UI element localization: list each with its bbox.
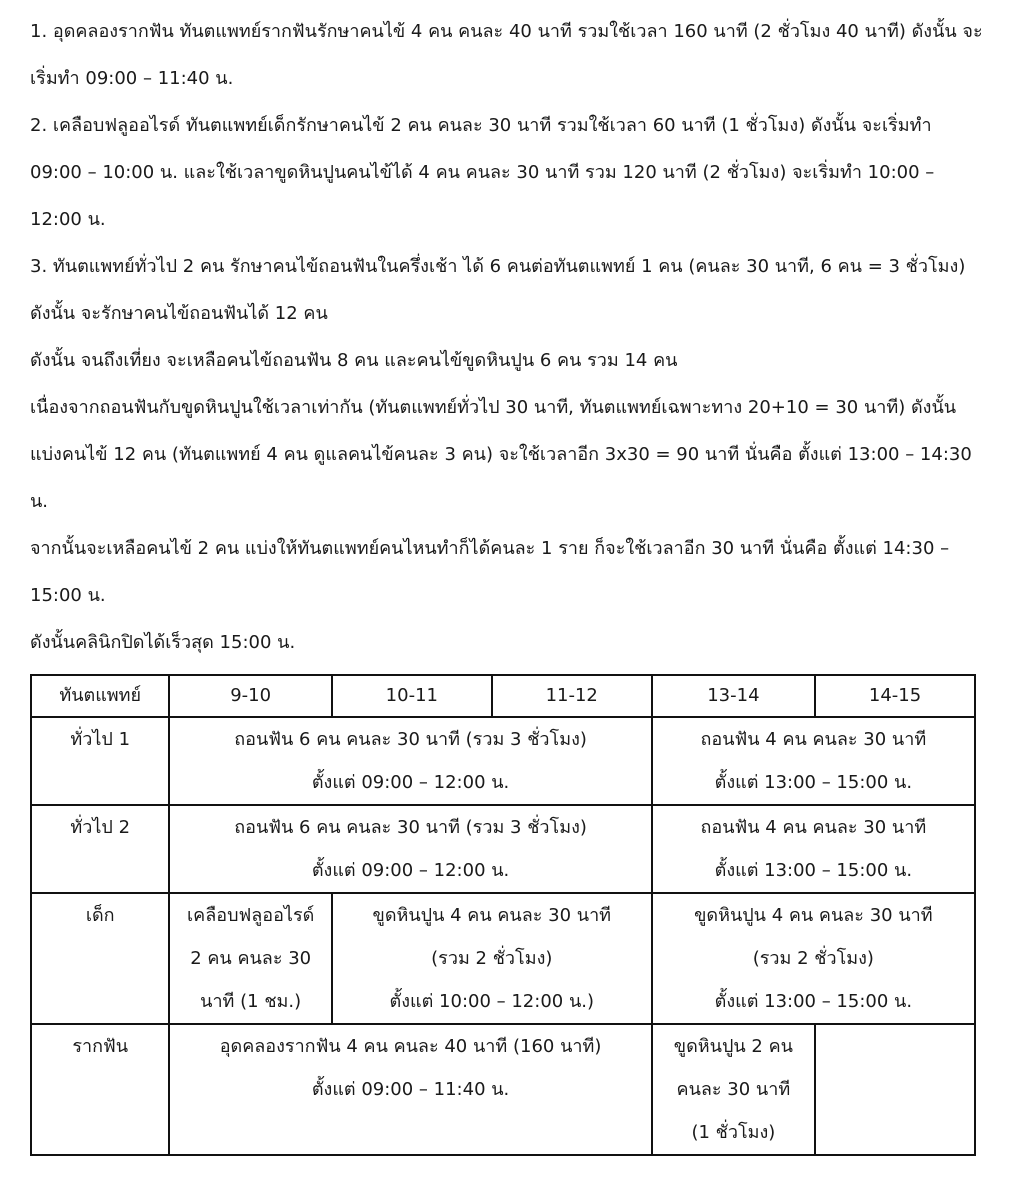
cell-general-2-morning [169,805,651,893]
cell-line: ตั้งแต่ 13:00 – 15:00 น. [714,991,913,1012]
cell-line: ถอนฟัน 4 คน คนละ 30 นาที [700,729,927,750]
schedule-table [30,674,976,1156]
cell-general-1-afternoon [652,717,975,805]
table-row-child [31,893,975,1024]
cell-line: ตั้งแต่ 09:00 – 12:00 น. [311,772,510,793]
cell-line: นาที (1 ชม.) [200,991,302,1012]
cell-line: ตั้งแต่ 09:00 – 11:40 น. [311,1079,510,1100]
cell-line: ถอนฟัน 6 คน คนละ 30 นาที (รวม 3 ชั่วโมง) [234,817,587,838]
cell-line: ขูดหินปูน 4 คน คนละ 30 นาที [372,905,612,926]
cell-line: 2 คน คนละ 30 [190,948,312,969]
table-row-root [31,1024,975,1155]
paragraph-last-patients: จากนั้นจะเหลือคนไข้ 2 คน แบ่งให้ทันตแพทย์คนไหนทำก็ได้คนละ 1 ราย ก็จะใช้เวลาอีก 30 นาที นั่นคือ ตั้งแต่ 14:30 – 15:00 น. [30,538,950,606]
paragraph-conclusion: ดังนั้นคลินิกปิดได้เร็วสุด 15:00 น. [30,632,296,653]
cell-line: ตั้งแต่ 09:00 – 12:00 น. [311,860,510,881]
cell-root-empty [815,1024,975,1155]
header-slot-9-10: 9-10 [169,675,331,717]
cell-line: อุดคลองรากฟัน 4 คน คนละ 40 นาที (160 นาที) [219,1036,602,1057]
cell-line: ถอนฟัน 4 คน คนละ 30 นาที [700,817,927,838]
row-label-general-2: ทั่วไป 2 [31,805,169,893]
cell-child-scaling-morning [332,893,652,1024]
paragraph-fluoride: 2. เคลือบฟลูออไรด์ ทันตแพทย์เด็กรักษาคนไข้ 2 คน คนละ 30 นาที รวมใช้เวลา 60 นาที (1 ชั่วโมง) ดังนั้น จะเริ่มทำ 09:00 – 10:00 น. และใช้เวลาขูดหินปูนคนไข้ได้ 4 คน คนละ 30 นาที รวม 120 นาที (2 ชั่วโมง) จะเริ่มทำ 10:00 – 12:00 น. [30,115,935,230]
cell-line: (1 ชั่วโมง) [691,1122,776,1143]
row-label-root: รากฟัน [31,1024,169,1155]
table-row-general-2 [31,805,975,893]
cell-line: ขูดหินปูน 4 คน คนละ 30 นาที [694,905,933,926]
paragraph-afternoon-split: เนื่องจากถอนฟันกับขูดหินปูนใช้เวลาเท่ากัน (ทันตแพทย์ทั่วไป 30 นาที, ทันตแพทย์เฉพาะทาง 20+10 = 30 นาที) ดังนั้น แบ่งคนไข้ 12 คน (ทันตแพทย์ 4 คน ดูแลคนไข้คนละ 3 คน) จะใช้เวลาอีก 3x30 = 90 นาที นั่นคือ ตั้งแต่ 13:00 – 14:30 น. [30,397,972,512]
cell-root-scaling [652,1024,815,1155]
cell-line: เคลือบฟลูออไรด์ [187,905,315,926]
cell-line: ขูดหินปูน 2 คน [673,1036,793,1057]
cell-root-morning [169,1024,651,1155]
paragraph-remaining-noon: ดังนั้น จนถึงเที่ยง จะเหลือคนไข้ถอนฟัน 8 คน และคนไข้ขูดหินปูน 6 คน รวม 14 คน [30,350,678,371]
cell-line: (รวม 2 ชั่วโมง) [752,948,874,969]
cell-line: ถอนฟัน 6 คน คนละ 30 นาที (รวม 3 ชั่วโมง) [234,729,587,750]
header-slot-13-14: 13-14 [652,675,815,717]
header-slot-10-11: 10-11 [332,675,492,717]
cell-general-2-afternoon [652,805,975,893]
paragraph-root-canal: 1. อุดคลองรากฟัน ทันตแพทย์รากฟันรักษาคนไข้ 4 คน คนละ 40 นาที รวมใช้เวลา 160 นาที (2 ชั่วโมง 40 นาที) ดังนั้น จะเริ่มทำ 09:00 – 11:40 น. [30,21,983,89]
cell-line: ตั้งแต่ 13:00 – 15:00 น. [714,860,913,881]
header-slot-11-12: 11-12 [492,675,652,717]
cell-line: คนละ 30 นาที [676,1079,791,1100]
cell-general-1-morning [169,717,651,805]
cell-line: ตั้งแต่ 13:00 – 15:00 น. [714,772,913,793]
row-label-general-1: ทั่วไป 1 [31,717,169,805]
table-header-row [31,675,975,717]
cell-line: ตั้งแต่ 10:00 – 12:00 น.) [389,991,594,1012]
header-slot-14-15: 14-15 [815,675,975,717]
row-label-child: เด็ก [31,893,169,1024]
cell-child-fluoride [169,893,331,1024]
table-row-general-1 [31,717,975,805]
cell-child-scaling-afternoon [652,893,975,1024]
paragraph-general-dentists: 3. ทันตแพทย์ทั่วไป 2 คน รักษาคนไข้ถอนฟันในครึ่งเช้า ได้ 6 คนต่อทันตแพทย์ 1 คน (คนละ 30 นาที, 6 คน = 3 ชั่วโมง) ดังนั้น จะรักษาคนไข้ถอนฟันได้ 12 คน [30,256,966,324]
header-dentist: ทันตแพทย์ [31,675,169,717]
cell-line: (รวม 2 ชั่วโมง) [431,948,553,969]
